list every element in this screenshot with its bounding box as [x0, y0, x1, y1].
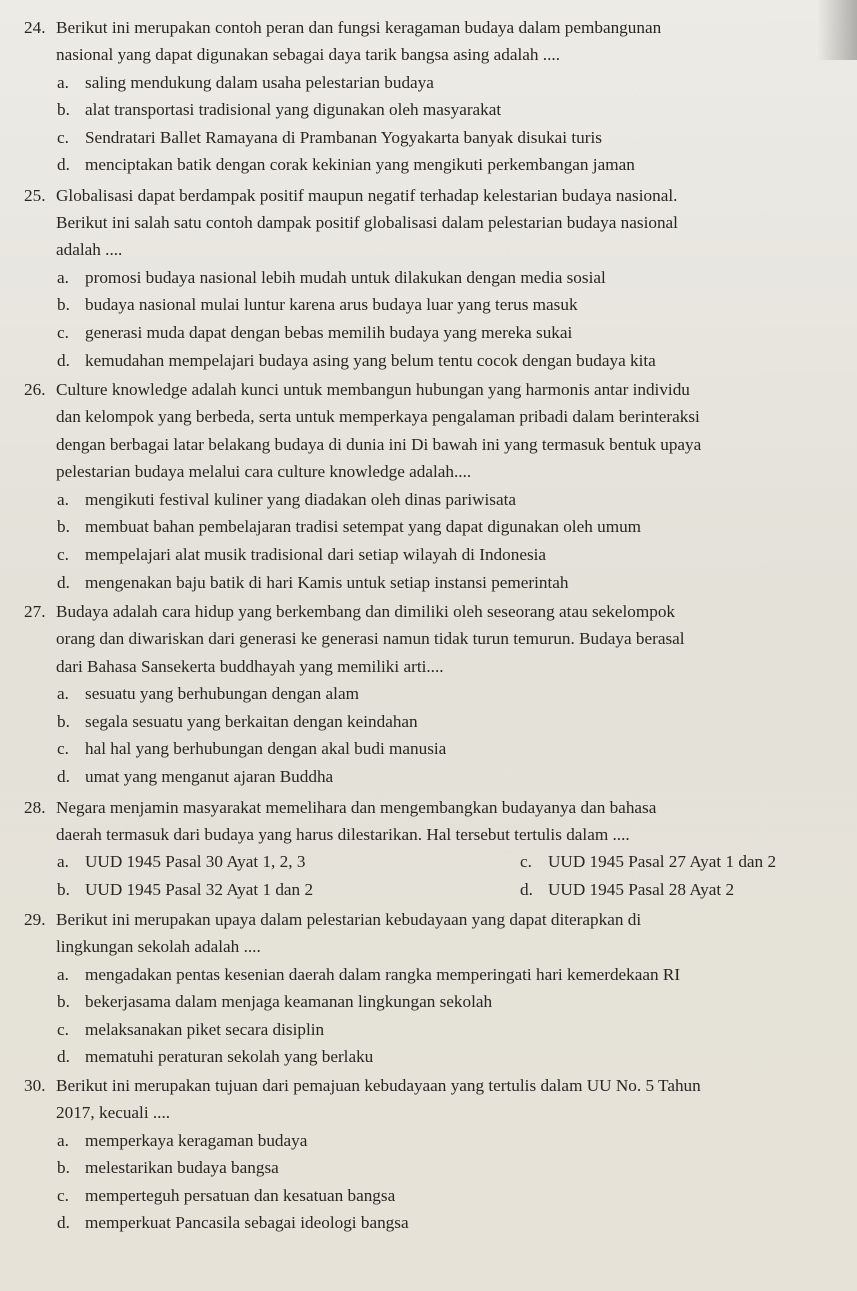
question-first-line	[24, 376, 843, 403]
option-label: c.	[57, 544, 69, 564]
option-label: a.	[57, 1130, 69, 1150]
option-text: UUD 1945 Pasal 27 Ayat 1 dan 2	[548, 852, 777, 871]
option-label: d.	[57, 1213, 70, 1233]
answer-option[interactable]	[487, 876, 734, 904]
option-text: bekerjasama dalam menjaga keamanan lingkungan sekolah	[85, 992, 493, 1012]
question-text-line: lingkungan sekolah adalah ....	[56, 937, 261, 957]
question-25	[24, 182, 843, 374]
question-text-line: Berikut ini merupakan tujuan dari pemajuan kebudayaan yang tertulis dalam UU No. 5 Tahun	[56, 1076, 701, 1096]
question-text-line: Culture knowledge adalah kunci untuk membangun hubungan yang harmonis antar individu	[56, 380, 690, 400]
answer-option[interactable]	[24, 291, 843, 319]
question-number: 24.	[24, 18, 46, 37]
question-first-line	[24, 182, 843, 209]
option-text: promosi budaya nasional lebih mudah untuk dilakukan dengan media sosial	[85, 267, 606, 287]
option-text: menciptakan batik dengan corak kekinian yang mengikuti perkembangan jaman	[85, 155, 635, 175]
answer-option[interactable]	[24, 96, 843, 124]
option-text: memperteguh persatuan dan kesatuan bangsa	[85, 1185, 396, 1205]
question-first-line	[24, 906, 843, 933]
option-text: UUD 1945 Pasal 32 Ayat 1 dan 2	[85, 879, 314, 899]
question-first-line	[24, 14, 843, 41]
answer-option[interactable]	[24, 763, 843, 791]
question-text-line: dengan berbagai latar belakang budaya di dunia ini Di bawah ini yang termasuk bentuk upaya	[56, 434, 702, 454]
question-first-line	[24, 794, 843, 821]
option-label: d.	[520, 879, 533, 899]
question-28	[24, 794, 843, 904]
option-text: umat yang menganut ajaran Buddha	[85, 766, 334, 786]
option-text: kemudahan mempelajari budaya asing yang belum tentu cocok dengan budaya kita	[85, 350, 656, 370]
option-label: d.	[57, 766, 70, 786]
question-text-line: Berikut ini merupakan contoh peran dan fungsi keragaman budaya dalam pembangunan	[56, 18, 662, 37]
option-label: b.	[57, 879, 70, 899]
question-text-line: orang dan diwariskan dari generasi ke generasi namun tidak turun temurun. Budaya berasal	[56, 629, 685, 649]
option-label: a.	[57, 489, 69, 509]
question-text-line: dari Bahasa Sansekerta buddhayah yang memiliki arti....	[56, 656, 444, 676]
option-text: mematuhi peraturan sekolah yang berlaku	[85, 1047, 374, 1067]
option-text: memperkuat Pancasila sebagai ideologi bangsa	[85, 1213, 409, 1233]
question-number: 30.	[24, 1076, 46, 1096]
question-number: 26.	[24, 380, 46, 400]
option-label: a.	[57, 852, 69, 871]
answer-option[interactable]	[487, 848, 776, 876]
option-text: hal hal yang berhubungan dengan akal budi manusia	[85, 739, 447, 759]
answer-option[interactable]	[24, 988, 843, 1016]
option-label: d.	[57, 1047, 70, 1067]
answer-option[interactable]	[24, 1182, 843, 1210]
answer-option[interactable]	[24, 151, 843, 179]
question-29	[24, 906, 843, 1071]
answer-option[interactable]	[24, 708, 843, 736]
option-label: d.	[57, 572, 70, 592]
answer-option[interactable]	[24, 1154, 843, 1182]
option-text: alat transportasi tradisional yang digunakan oleh masyarakat	[85, 100, 502, 120]
answer-option[interactable]	[24, 69, 843, 97]
question-number: 29.	[24, 910, 46, 930]
option-text: mengadakan pentas kesenian daerah dalam rangka memperingati hari kemerdekaan RI	[85, 964, 681, 984]
option-row	[24, 848, 843, 876]
answer-option[interactable]	[24, 513, 843, 541]
question-number: 25.	[24, 185, 46, 205]
page-corner-shadow	[817, 0, 857, 60]
question-26	[24, 376, 843, 596]
question-text-line: dan kelompok yang berbeda, serta untuk memperkaya pengalaman pribadi dalam berinteraksi	[56, 407, 700, 427]
option-text: mengenakan baju batik di hari Kamis untuk setiap instansi pemerintah	[85, 572, 569, 592]
question-number: 27.	[24, 602, 46, 622]
answer-option[interactable]	[24, 347, 843, 375]
question-text-line: nasional yang dapat digunakan sebagai daya tarik bangsa asing adalah ....	[56, 45, 560, 64]
question-list	[24, 14, 843, 1237]
option-label: a.	[57, 72, 69, 92]
option-text: mempelajari alat musik tradisional dari setiap wilayah di Indonesia	[85, 544, 547, 564]
option-label: a.	[57, 964, 69, 984]
option-label: a.	[57, 267, 69, 287]
option-text: saling mendukung dalam usaha pelestarian budaya	[85, 72, 434, 92]
option-label: c.	[520, 852, 532, 871]
question-first-line	[24, 1072, 843, 1099]
option-row	[24, 876, 843, 904]
option-text: Sendratari Ballet Ramayana di Prambanan Yogyakarta banyak disukai turis	[85, 127, 602, 147]
question-27	[24, 598, 843, 790]
option-label: b.	[57, 295, 70, 315]
option-text: generasi muda dapat dengan bebas memilih budaya yang mereka sukai	[85, 323, 573, 343]
question-first-line	[24, 598, 843, 625]
option-label: c.	[57, 739, 69, 759]
option-label: c.	[57, 127, 69, 147]
answer-option[interactable]	[24, 264, 843, 292]
answer-option[interactable]	[24, 876, 487, 904]
answer-option[interactable]	[24, 961, 843, 989]
option-label: c.	[57, 1019, 69, 1039]
answer-option[interactable]	[24, 124, 843, 152]
question-text-line: Globalisasi dapat berdampak positif maupun negatif terhadap kelestarian budaya nasional.	[56, 185, 678, 205]
option-label: c.	[57, 323, 69, 343]
option-label: d.	[57, 155, 70, 175]
answer-option[interactable]	[24, 541, 843, 569]
option-label: b.	[57, 1158, 70, 1178]
option-label: b.	[57, 517, 70, 537]
option-label: b.	[57, 992, 70, 1012]
question-text-line: Budaya adalah cara hidup yang berkembang dan dimiliki oleh seseorang atau sekelompok	[56, 602, 676, 622]
answer-option[interactable]	[24, 1209, 843, 1237]
option-text: UUD 1945 Pasal 30 Ayat 1, 2, 3	[85, 852, 306, 871]
answer-option[interactable]	[24, 569, 843, 597]
option-text: sesuatu yang berhubungan dengan alam	[85, 684, 359, 704]
option-text: melaksanakan piket secara disiplin	[85, 1019, 325, 1039]
option-label: a.	[57, 684, 69, 704]
answer-option[interactable]	[24, 680, 843, 708]
question-text-line: Negara menjamin masyarakat memelihara dan mengembangkan budayanya dan bahasa	[56, 797, 657, 817]
answer-option[interactable]	[24, 1043, 843, 1071]
question-30	[24, 1072, 843, 1237]
question-text-line: daerah termasuk dari budaya yang harus dilestarikan. Hal tersebut tertulis dalam ....	[56, 824, 630, 844]
answer-option[interactable]	[24, 319, 843, 347]
answer-option[interactable]	[24, 486, 843, 514]
question-text-line: Berikut ini merupakan upaya dalam pelestarian kebudayaan yang dapat diterapkan di	[56, 910, 642, 930]
option-text: memperkaya keragaman budaya	[85, 1130, 308, 1150]
option-label: b.	[57, 711, 70, 731]
option-label: d.	[57, 350, 70, 370]
answer-option[interactable]	[24, 848, 487, 876]
question-number: 28.	[24, 797, 46, 817]
option-text: segala sesuatu yang berkaitan dengan keindahan	[85, 711, 418, 731]
question-text-line: adalah ....	[56, 240, 123, 260]
option-text: UUD 1945 Pasal 28 Ayat 2	[548, 879, 735, 899]
option-label: b.	[57, 100, 70, 120]
option-label: c.	[57, 1185, 69, 1205]
answer-option[interactable]	[24, 735, 843, 763]
option-text: melestarikan budaya bangsa	[85, 1158, 279, 1178]
question-text-line: pelestarian budaya melalui cara culture knowledge adalah....	[56, 462, 472, 482]
option-text: mengikuti festival kuliner yang diadakan oleh dinas pariwisata	[85, 489, 516, 509]
option-text: membuat bahan pembelajaran tradisi setempat yang dapat digunakan oleh umum	[85, 517, 642, 537]
answer-option[interactable]	[24, 1127, 843, 1155]
question-text-line: Berikut ini salah satu contoh dampak positif globalisasi dalam pelestarian budaya nasional	[56, 212, 678, 232]
option-text: budaya nasional mulai luntur karena arus budaya luar yang terus masuk	[85, 295, 578, 315]
answer-option[interactable]	[24, 1016, 843, 1044]
question-24	[24, 14, 843, 179]
question-text-line: 2017, kecuali ....	[56, 1103, 171, 1123]
